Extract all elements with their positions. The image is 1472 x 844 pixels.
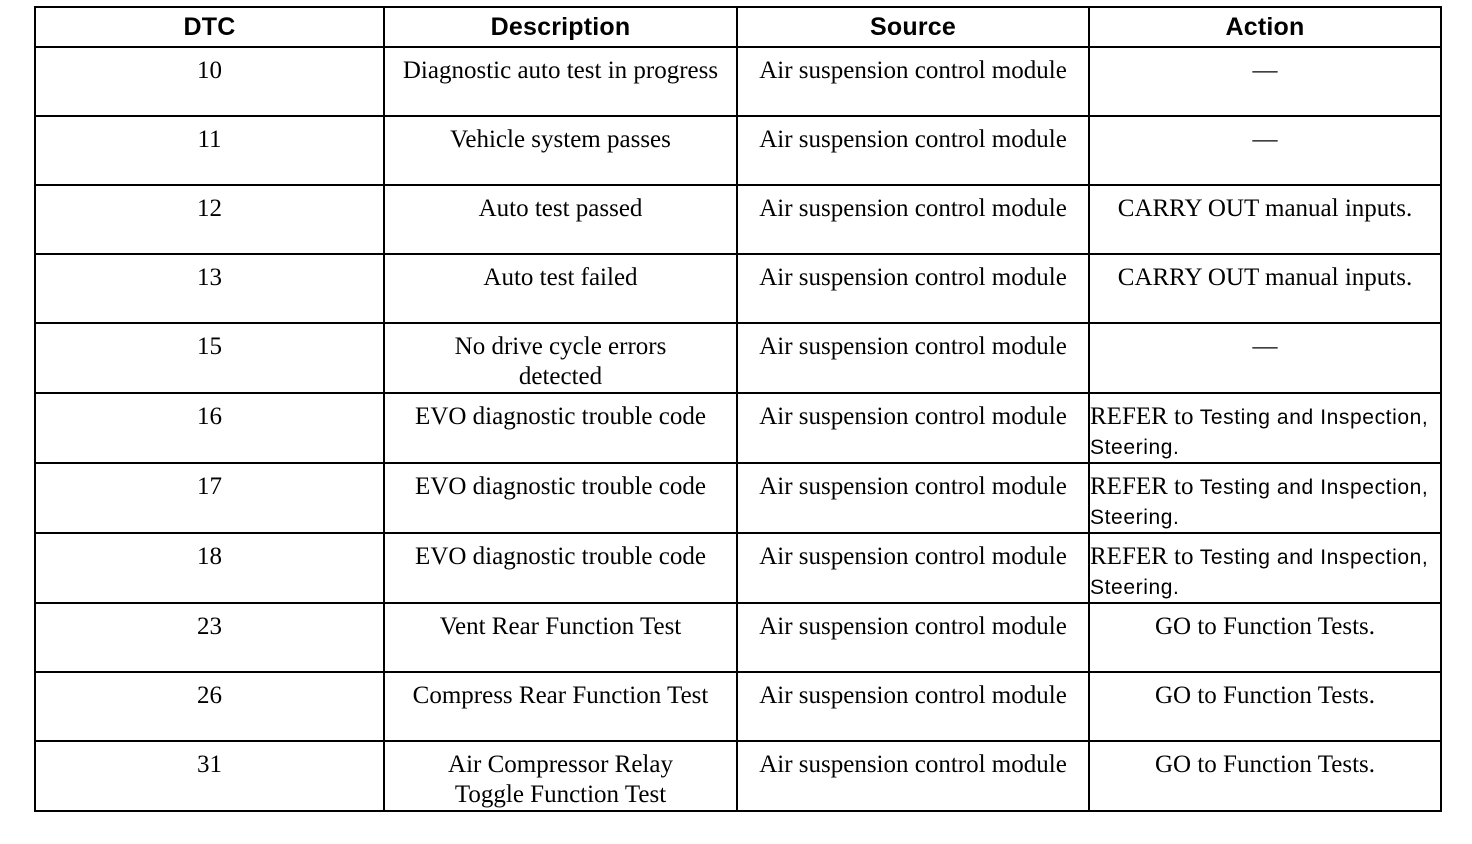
description-text: Compress Rear Function Test	[412, 682, 709, 709]
action-cell	[1089, 323, 1441, 393]
dtc-code: 16	[197, 403, 222, 430]
table-row	[35, 672, 1441, 741]
source-text: Air suspension control module	[759, 403, 1067, 430]
action-cell	[1089, 393, 1441, 463]
dtc-cell	[35, 47, 384, 116]
description-cell	[384, 463, 737, 533]
source-text: Air suspension control module	[759, 682, 1067, 709]
description-cell	[384, 323, 737, 393]
source-text: Air suspension control module	[759, 751, 1067, 778]
table-row	[35, 185, 1441, 254]
action-text	[1090, 542, 1440, 602]
action-text: CARRY OUT manual inputs.	[1117, 264, 1413, 291]
dtc-cell	[35, 533, 384, 603]
dtc-code: 11	[197, 126, 222, 153]
header-source: Source	[737, 7, 1089, 47]
description-cell	[384, 254, 737, 323]
dtc-cell	[35, 741, 384, 811]
source-text: Air suspension control module	[759, 195, 1067, 222]
action-text: —	[1252, 57, 1278, 84]
table-row	[35, 323, 1441, 393]
source-text: Air suspension control module	[759, 543, 1067, 570]
description-text: Diagnostic auto test in progress	[402, 57, 719, 84]
table-header	[35, 7, 1441, 47]
description-text: Auto test failed	[483, 264, 638, 291]
source-text: Air suspension control module	[759, 57, 1067, 84]
table-body	[35, 47, 1441, 811]
action-prefix: REFER to	[1090, 543, 1194, 570]
description-text: EVO diagnostic trouble code	[415, 473, 706, 500]
description-cell	[384, 185, 737, 254]
dtc-code: 12	[197, 195, 222, 222]
dtc-cell	[35, 603, 384, 672]
description-text: Auto test passed	[478, 195, 643, 222]
action-cell	[1089, 47, 1441, 116]
header-action: Action	[1089, 7, 1441, 47]
description-text: EVO diagnostic trouble code	[415, 543, 706, 570]
action-cell	[1089, 533, 1441, 603]
action-cell	[1089, 185, 1441, 254]
source-cell	[737, 463, 1089, 533]
source-cell	[737, 116, 1089, 185]
dtc-code: 10	[197, 57, 222, 84]
action-cell	[1089, 672, 1441, 741]
source-cell	[737, 254, 1089, 323]
dtc-cell	[35, 393, 384, 463]
description-text: Vehicle system passes	[450, 126, 671, 153]
action-reference: Testing and Inspection, Steering.	[1090, 546, 1429, 599]
action-text: GO to Function Tests.	[1154, 613, 1376, 640]
dtc-table	[34, 6, 1442, 812]
action-text: CARRY OUT manual inputs.	[1117, 195, 1413, 222]
description-cell	[384, 393, 737, 463]
table-row	[35, 463, 1441, 533]
table-row	[35, 116, 1441, 185]
header-row	[35, 7, 1441, 47]
source-text: Air suspension control module	[759, 473, 1067, 500]
description-cell	[384, 672, 737, 741]
action-text: —	[1252, 126, 1278, 153]
action-text: —	[1252, 333, 1278, 360]
action-cell	[1089, 463, 1441, 533]
table-row	[35, 741, 1441, 811]
description-text: No drive cycle errors detected	[454, 333, 667, 390]
action-cell	[1089, 254, 1441, 323]
dtc-code: 13	[197, 264, 222, 291]
source-cell	[737, 323, 1089, 393]
source-text: Air suspension control module	[759, 264, 1067, 291]
description-text: Air Compressor Relay Toggle Function Test	[448, 751, 673, 808]
dtc-cell	[35, 672, 384, 741]
description-cell	[384, 741, 737, 811]
dtc-code: 17	[197, 473, 222, 500]
action-text: GO to Function Tests.	[1154, 751, 1376, 778]
action-reference: Testing and Inspection, Steering.	[1090, 406, 1429, 459]
description-cell	[384, 603, 737, 672]
description-cell	[384, 47, 737, 116]
dtc-code: 26	[197, 682, 222, 709]
dtc-code: 31	[197, 751, 222, 778]
table-row	[35, 47, 1441, 116]
table-row	[35, 533, 1441, 603]
description-text: Vent Rear Function Test	[439, 613, 682, 640]
table-row	[35, 393, 1441, 463]
source-cell	[737, 47, 1089, 116]
description-text: EVO diagnostic trouble code	[415, 403, 706, 430]
dtc-cell	[35, 323, 384, 393]
dtc-code: 18	[197, 543, 222, 570]
source-cell	[737, 533, 1089, 603]
action-cell	[1089, 116, 1441, 185]
table-row	[35, 603, 1441, 672]
source-cell	[737, 393, 1089, 463]
description-cell	[384, 533, 737, 603]
source-text: Air suspension control module	[759, 333, 1067, 360]
action-text: GO to Function Tests.	[1154, 682, 1376, 709]
action-text	[1090, 402, 1440, 462]
dtc-cell	[35, 116, 384, 185]
table-row	[35, 254, 1441, 323]
dtc-code: 23	[197, 613, 222, 640]
header-description: Description	[384, 7, 737, 47]
action-cell	[1089, 741, 1441, 811]
source-cell	[737, 741, 1089, 811]
dtc-cell	[35, 254, 384, 323]
action-reference: Testing and Inspection, Steering.	[1090, 476, 1429, 529]
source-cell	[737, 603, 1089, 672]
action-prefix: REFER to	[1090, 403, 1194, 430]
source-text: Air suspension control module	[759, 613, 1067, 640]
dtc-cell	[35, 463, 384, 533]
action-prefix: REFER to	[1090, 473, 1194, 500]
dtc-code: 15	[197, 333, 222, 360]
header-dtc: DTC	[35, 7, 384, 47]
action-cell	[1089, 603, 1441, 672]
dtc-cell	[35, 185, 384, 254]
source-cell	[737, 672, 1089, 741]
source-cell	[737, 185, 1089, 254]
description-cell	[384, 116, 737, 185]
action-text	[1090, 472, 1440, 532]
source-text: Air suspension control module	[759, 126, 1067, 153]
